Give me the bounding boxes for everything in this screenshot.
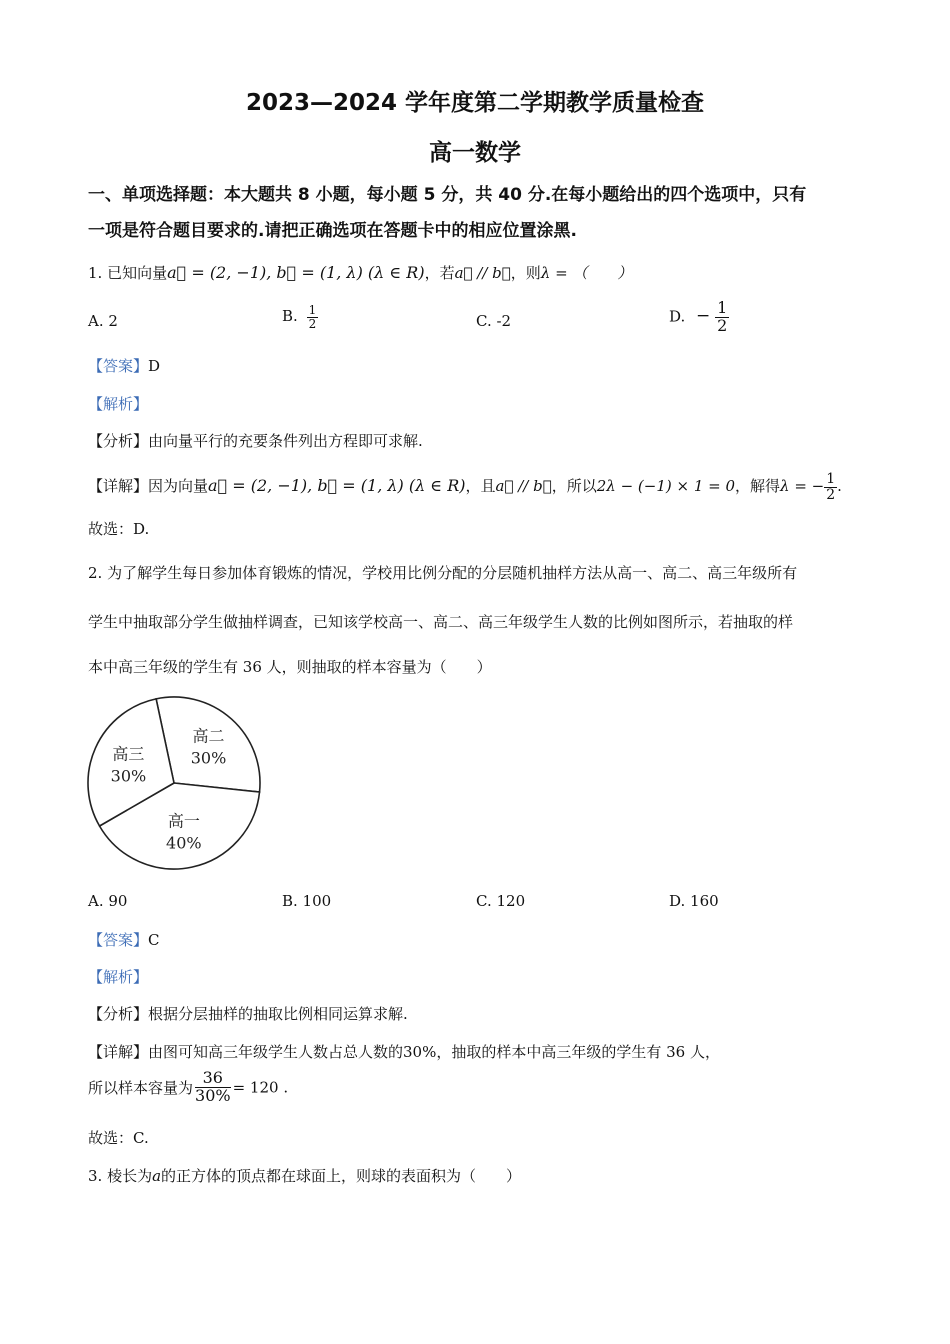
q1-option-a: A. 2 <box>88 312 118 330</box>
q1-formula: a⃗ = (2, −1), b⃗ = (1, λ) (λ ∈ R) <box>167 263 425 282</box>
q1-option-b-fraction <box>307 304 319 330</box>
q1-detail-d: ，解得 <box>735 477 781 496</box>
page-subtitle: 高一数学 <box>429 140 521 166</box>
q2-option-a: A. 90 <box>88 892 128 910</box>
q1-option-c: C. -2 <box>476 312 512 330</box>
q2-detail-label: 【详解】 <box>88 1043 149 1061</box>
q2-analysis-text: 根据分层抽样的抽取比例相同运算求解. <box>148 1005 408 1023</box>
q1-detail-result-fraction <box>824 472 837 502</box>
q1-stem <box>88 262 632 283</box>
q2-stem-line1: 2. 为了解学生每日参加体育锻炼的情况，学校用比例分配的分层随机抽样方法从高一、高二、高三年级所有 <box>88 564 798 582</box>
q1-detail-result-num: 1 <box>826 471 836 487</box>
q2-detail-text: 由图可知高三年级学生人数占总人数的30%，抽取的样本中高三年级的学生有 36 人， <box>148 1043 720 1061</box>
q1-option-b-den: 2 <box>308 316 317 331</box>
q1-conclusion: 故选：D. <box>88 520 150 538</box>
q1-option-d-sign: − <box>696 306 711 327</box>
q1-option-d-num: 1 <box>717 298 728 317</box>
section-heading-line1: 一、单项选择题：本大题共 8 小题，每小题 5 分，共 40 分.在每小题给出的四个选项中，只有 <box>88 185 807 205</box>
q2-stem-line2: 学生中抽取部分学生做抽样调查，已知该学校高一、高二、高三年级学生人数的比例如图所示，若抽取的样 <box>88 613 794 631</box>
q1-option-b <box>282 304 318 330</box>
q1-answer <box>88 355 160 376</box>
page-title: 2023—2024 学年度第二学期教学质量检查 <box>245 90 705 116</box>
pie-value-gaosan: 30% <box>110 766 147 786</box>
q1-answer-tag: 【答案】 <box>88 357 149 375</box>
q2-option-d: D. 160 <box>669 892 719 910</box>
q1-option-b-num: 1 <box>308 303 317 317</box>
q2-conclusion: 故选：C. <box>88 1129 149 1147</box>
q1-end: ，则 <box>510 264 541 282</box>
pie-value-gaoyi: 40% <box>166 833 202 853</box>
pie-label-gaosan: 高三 <box>112 744 145 764</box>
pie-label-gaoer: 高二 <box>192 726 225 746</box>
q1-detail-result-den: 2 <box>826 486 836 503</box>
q2-analysis <box>88 1003 408 1024</box>
q1-detail-equation: 2λ − (−1) × 1 = 0 <box>596 477 736 496</box>
pie-label-gaoyi: 高一 <box>167 811 200 831</box>
q1-option-d-fraction <box>715 300 729 335</box>
q2-analysis-label: 【分析】 <box>88 1005 149 1023</box>
q2-detail-line2-a: 所以样本容量为 <box>88 1078 194 1097</box>
q1-analysis-tag: 【解析】 <box>88 395 149 413</box>
q1-detail: 【详解】因为向量a⃗ = (2, −1), b⃗ = (1, λ) (λ ∈ R)，且a⃗ // b⃗，所以2λ − (−1) × 1 = 0，解得λ = − $\frac{1}{2}$ . <box>88 471 842 503</box>
q1-detail-b: ，且 <box>465 477 496 496</box>
q3-rest: 的正方体的顶点都在球面上，则球的表面积为（ ） <box>161 1167 522 1185</box>
q2-detail-fraction-den: 30% <box>195 1085 231 1105</box>
q1-detail-c: ，所以 <box>551 477 597 496</box>
q2-answer-value: C <box>148 931 160 949</box>
pie-value-gaoer: 30% <box>190 748 227 768</box>
q1-answer-value: D <box>148 357 161 375</box>
q1-detail-result: λ = − <box>780 477 825 496</box>
q1-condition: a⃗ // b⃗ <box>454 264 511 282</box>
q1-ask: λ = （ ） <box>540 264 633 282</box>
q1-detail-a: 因为向量 <box>148 477 209 496</box>
q2-stem-line3: 本中高三年级的学生有 36 人，则抽取的样本容量为（ ） <box>88 658 492 676</box>
q2-detail-fraction <box>195 1070 231 1105</box>
q2-option-c: C. 120 <box>476 892 526 910</box>
q2-detail-line1 <box>88 1041 720 1062</box>
q1-detail-label: 【详解】 <box>88 477 149 496</box>
q1-analysis-label: 【分析】 <box>88 432 149 450</box>
q1-detail-formula: a⃗ = (2, −1), b⃗ = (1, λ) (λ ∈ R) <box>208 476 466 496</box>
q2-answer-tag: 【答案】 <box>88 931 149 949</box>
q1-option-d <box>669 300 729 335</box>
q2-option-b: B. 100 <box>282 892 332 910</box>
q3-variable: a <box>152 1167 162 1185</box>
q1-detail-condition: a⃗ // b⃗ <box>495 477 552 496</box>
q1-analysis-text: 由向量平行的充要条件列出方程即可求解. <box>148 432 423 450</box>
q1-option-b-label: B. <box>282 307 298 326</box>
q3-prefix: 3. 棱长为 <box>88 1167 153 1185</box>
q1-prefix: 1. 已知向量 <box>88 264 168 282</box>
pie-chart <box>84 694 268 874</box>
q2-detail-line2 <box>88 1070 288 1105</box>
q2-answer <box>88 929 160 950</box>
q1-mid: ，若 <box>424 264 455 282</box>
q1-analysis <box>88 430 423 451</box>
q2-analysis-tag: 【解析】 <box>88 968 149 986</box>
q2-detail-fraction-num: 36 <box>195 1070 231 1088</box>
q2-detail-line2-b: = 120 . <box>232 1078 289 1097</box>
q3-stem <box>88 1165 521 1186</box>
section-heading-line2: 一项是符合题目要求的.请把正确选项在答题卡中的相应位置涂黑. <box>88 221 577 241</box>
q1-option-d-den: 2 <box>717 315 728 335</box>
q1-option-d-label: D. <box>669 307 686 326</box>
